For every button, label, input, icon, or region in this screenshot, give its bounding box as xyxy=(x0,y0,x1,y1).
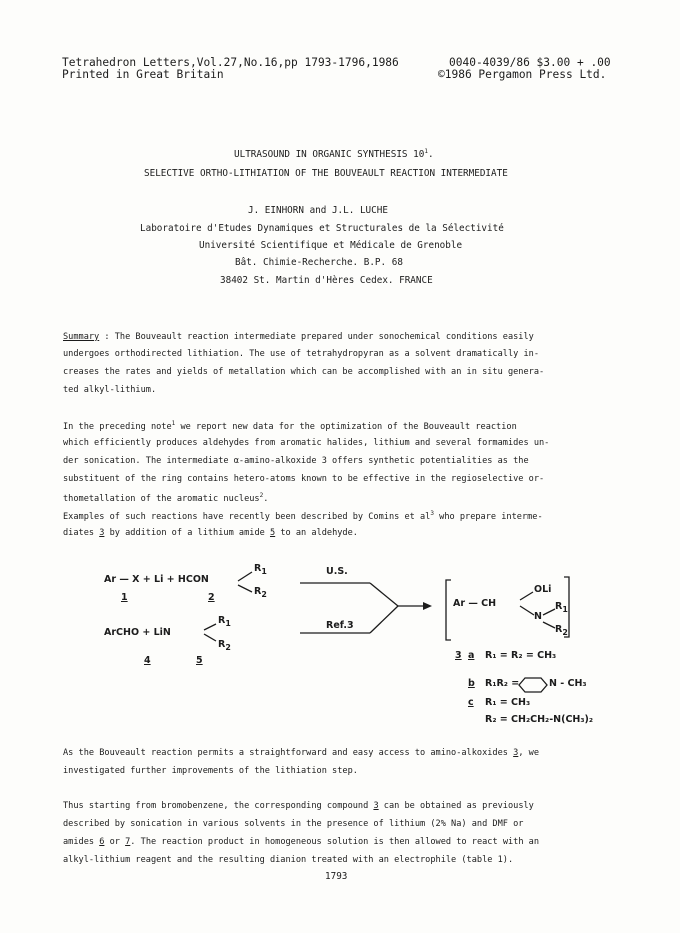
compound-5-label: 5 xyxy=(196,655,203,666)
para1-line3: der sonication. The intermediate α-amino-alkoxide 3 offers synthetic potentialities as the xyxy=(63,456,529,466)
paper-title-line1: ULTRASOUND IN ORGANIC SYNTHESIS $10^1$. xyxy=(234,148,434,161)
affiliation-line4: 38402 St. Martin d'Hères Cedex. FRANCE xyxy=(220,275,433,286)
para3-line2: described by sonication in various solvents in the presence of lithium (2% Na) and DMF or xyxy=(63,819,524,829)
summary-line3: creases the rates and yields of metallation which can be accomplished with an in situ genera- xyxy=(63,367,545,377)
ref3-label: Ref.3 xyxy=(326,620,354,631)
compound-2-label: 2 xyxy=(208,592,215,603)
r1-label: $R_1$ xyxy=(254,563,267,576)
variant-c-label: c xyxy=(468,697,474,708)
affiliation-line2: Université Scientifique et Médicale de Grenoble xyxy=(199,240,463,251)
variant-b-tail: N - CH₃ xyxy=(549,678,587,689)
product-r1: $R_1$ xyxy=(555,601,568,614)
compound-1-label: 1 xyxy=(121,592,128,603)
product-r2: $R_2$ xyxy=(555,624,568,637)
para3-line4: alkyl-lithium reagent and the resulting dianion treated with an electrophile (table 1). xyxy=(63,855,514,865)
para1-line5: thometallation of the aromatic nucleus$^2$. xyxy=(63,492,269,504)
para1-line7: diates 3 by addition of a lithium amide 5 to an aldehyde. xyxy=(63,528,358,538)
summary-line4: ted alkyl-lithium. xyxy=(63,385,157,395)
ultrasound-label: U.S. xyxy=(326,566,348,577)
summary-line1: Summary : The Bouveault reaction intermediate prepared under sonochemical conditions easily xyxy=(63,332,534,342)
paper-title-line2: SELECTIVE ORTHO-LITHIATION OF THE BOUVEAULT REACTION INTERMEDIATE xyxy=(144,168,508,179)
para1-line1: In the preceding note$^1$ we report new data for the optimization of the Bouveault reaction xyxy=(63,420,517,432)
journal-citation: Tetrahedron Letters,Vol.27,No.16,pp 1793-1796,1986 xyxy=(62,56,399,69)
para1-line6: Examples of such reactions have recently been described by Comins et $al^3$ who prepare interme- xyxy=(63,510,543,522)
variant-b-label: b xyxy=(468,678,475,689)
summary-label: Summary xyxy=(63,332,100,342)
r2-label: $R_2$ xyxy=(254,586,267,599)
variant-a-def: R₁ = R₂ = CH₃ xyxy=(485,650,557,661)
para1-line4: substituent of the ring contains hetero-atoms known to be effective in the regioselective or- xyxy=(63,474,545,484)
variant-c-def2: R₂ = CH₂CH₂-N(CH₃)₂ xyxy=(485,714,594,725)
product-n: N xyxy=(534,611,542,622)
compound-3-label: 3 xyxy=(455,650,462,661)
summary-line2: undergoes orthodirected lithiation. The use of tetrahydropyran as a solvent dramatically in- xyxy=(63,349,539,359)
para3-line1: Thus starting from bromobenzene, the corresponding compound 3 can be obtained as previously xyxy=(63,801,534,811)
affiliation-line1: Laboratoire d'Etudes Dynamiques et Structurales de la Sélectivité xyxy=(140,223,504,234)
page-number: 1793 xyxy=(325,871,348,882)
variant-a-label: a xyxy=(468,650,475,661)
variant-c-def1: R₁ = CH₃ xyxy=(485,697,531,708)
copyright: ©1986 Pergamon Press Ltd. xyxy=(438,68,607,81)
lin-r2-label: $R_2$ xyxy=(218,639,231,652)
lin-r1-label: $R_1$ xyxy=(218,615,231,628)
para1-line2: which efficiently produces aldehydes from aromatic halides, lithium and several formamides un- xyxy=(63,438,550,448)
para2-line1: As the Bouveault reaction permits a straightforward and easy access to amino-alkoxides 3, we xyxy=(63,748,540,758)
affiliation-line3: Bât. Chimie-Recherche. B.P. 68 xyxy=(235,257,403,268)
variant-b-def: R₁R₂ = xyxy=(485,678,520,689)
reactant-aryl-halide: Ar — X + Li + HCON xyxy=(104,574,209,585)
issn-price: 0040-4039/86 $3.00 + .00 xyxy=(449,56,611,69)
product-oli: OLi xyxy=(534,584,552,595)
product-ar-ch: Ar — CH xyxy=(453,598,497,609)
authors: J. EINHORN and J.L. LUCHE xyxy=(248,205,388,216)
printed-location: Printed in Great Britain xyxy=(62,68,224,81)
compound-4-label: 4 xyxy=(144,655,151,666)
reactant-aldehyde: ArCHO + LiN xyxy=(104,627,171,638)
para2-line2: investigated further improvements of the lithiation step. xyxy=(63,766,358,776)
para3-line3: amides 6 or 7. The reaction product in homogeneous solution is then allowed to react with an xyxy=(63,837,540,847)
